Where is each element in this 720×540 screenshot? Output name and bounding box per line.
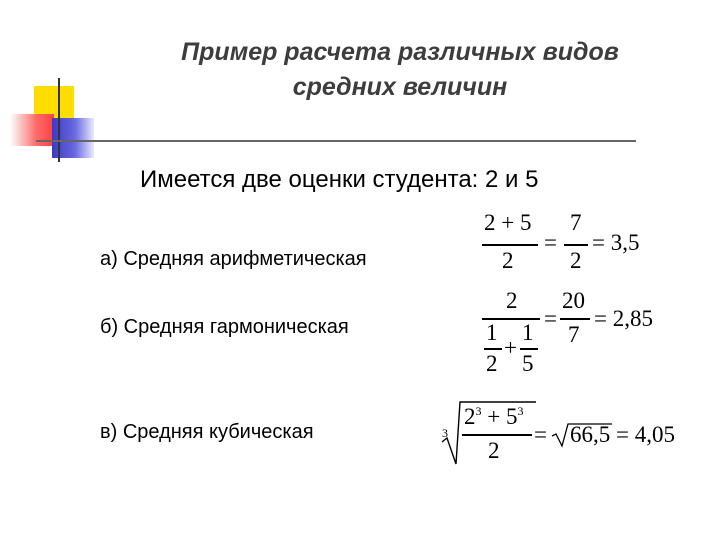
equals-sign: = [544,306,557,331]
fraction-denominator: 2 [570,248,582,273]
harmonic-mean-formula [478,288,678,383]
base-2: 5 [505,404,518,429]
formula-result: = 2,85 [594,306,653,331]
inner-numerator: 1 [522,320,534,345]
plus-sign: + [504,335,517,360]
formula-result: = 4,05 [616,422,675,447]
problem-statement: Имеется две оценки студента: 2 и 5 [140,166,539,193]
equals-sign: = [534,422,547,447]
fraction-denominator: 2 [488,438,500,463]
inner-denominator: 2 [486,351,498,376]
slide-title-line-1: Пример расчета различных видов [181,38,619,66]
fraction-bar [462,434,532,436]
fraction-numerator: 2 [506,288,518,313]
fraction-bar [482,244,538,246]
inner-fraction-bar [520,348,538,350]
plus-sign: + [481,404,506,429]
fraction-numerator: 20 [562,288,585,313]
inner-numerator: 1 [486,320,498,345]
slide-title-line-2: средних величин [292,73,508,101]
fraction-numerator [464,404,523,430]
arithmetic-mean-label: а) Средняя арифметическая [100,248,367,270]
cubic-mean-label: в) Средняя кубическая [100,421,314,443]
fraction-bar [564,244,588,246]
fraction-denominator: 2 [502,248,514,273]
fraction-bar [560,318,590,320]
harmonic-mean-label: б) Средняя гармоническая [100,316,349,338]
equals-sign: = [544,230,557,255]
horizontal-divider [36,140,636,142]
fraction-numerator: 7 [570,210,582,235]
radicand: 66,5 [570,422,611,447]
arithmetic-mean-formula [478,210,668,280]
exponent-1: 3 [475,404,482,418]
formula-result: = 3,5 [592,230,640,255]
inner-fraction-bar [484,348,502,350]
fraction-numerator: 2 + 5 [484,210,532,235]
cubic-mean-formula [440,398,700,470]
fraction-denominator: 7 [568,322,580,347]
exponent-2: 3 [517,404,524,418]
vertical-divider [58,78,60,162]
base-1: 2 [464,404,476,429]
root-index: 3 [442,426,448,440]
inner-denominator: 5 [522,351,534,376]
